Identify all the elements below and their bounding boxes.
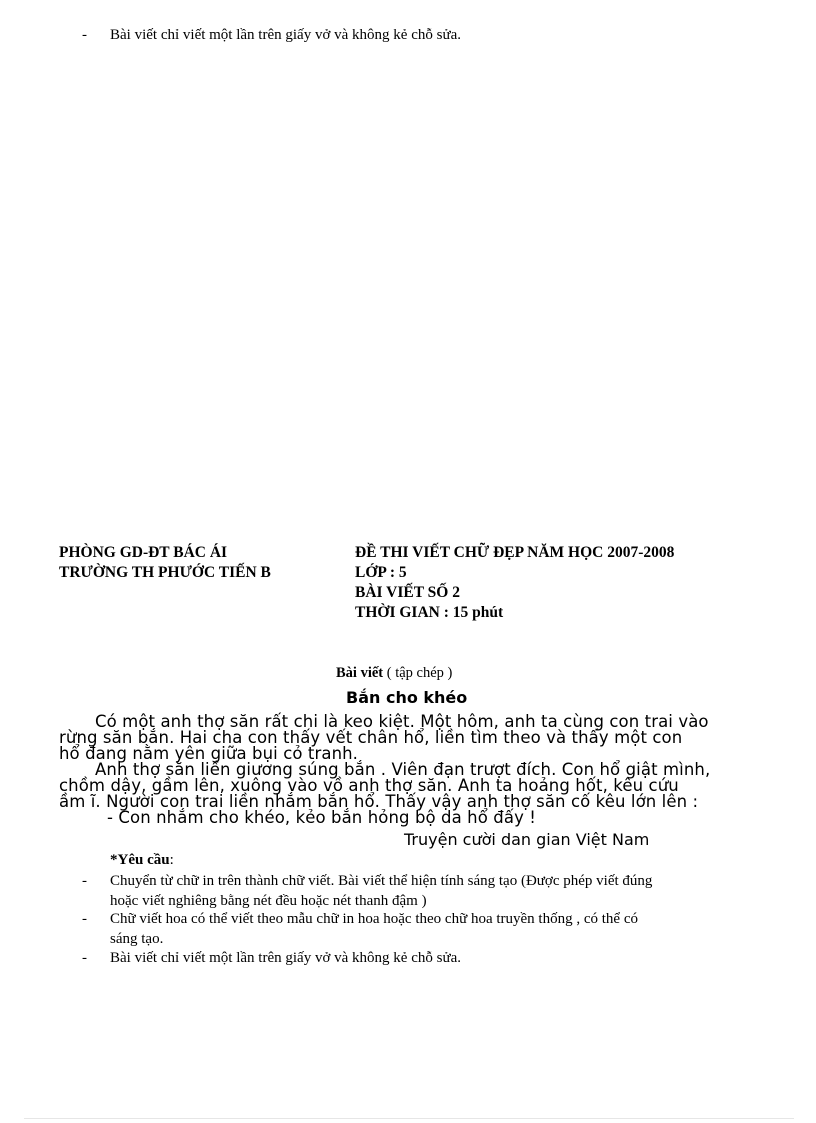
section-label-rest: ( tập chép ) — [383, 665, 453, 681]
story-source: Truyện cười dan gian Việt Nam — [404, 830, 650, 849]
requirement-item — [82, 871, 653, 909]
story-line: Anh thợ săn liền giương súng bắn . Viên đạn trượt đích. Con hổ giật mình, — [95, 760, 711, 779]
story-line: hổ đang nằm yên giữa bụi cỏ tranh. — [59, 744, 359, 763]
top-note — [82, 25, 461, 45]
exam-title: ĐỀ THI VIẾT CHỮ ĐẸP NĂM HỌC 2007-2008 — [355, 544, 675, 561]
requirement-line: Chuyển từ chữ in trên thành chữ viết. Bài viết thể hiện tính sáng tạo (Được phép viết đúng — [110, 873, 653, 889]
grade: LỚP : 5 — [355, 564, 407, 581]
duration: THỜI GIAN : 15 phút — [355, 604, 504, 621]
requirement-text — [110, 871, 760, 911]
requirement-line: Chữ viết hoa có thể viết theo mẫu chữ in hoa hoặc theo chữ hoa truyền thống , có thể có — [110, 911, 638, 927]
page-bottom-divider — [24, 1118, 794, 1119]
requirement-line: hoặc viết nghiêng bằng nét đều hoặc nét thanh đậm ) — [110, 893, 427, 909]
header-right — [355, 543, 674, 623]
story-line: ầm ĩ. Người con trai liền nhắm bắn hổ. Thấy vậy anh thợ săn cố kêu lớn lên : — [59, 792, 699, 811]
school-name: TRƯỜNG TH PHƯỚC TIẾN B — [59, 564, 271, 581]
section-label-bold: Bài viết — [336, 665, 384, 681]
requirements-heading-colon: : — [169, 852, 174, 868]
requirement-dash: - — [82, 911, 87, 927]
story-line: rừng săn bắn. Hai cha con thấy vết chân hổ, liền tìm theo và thấy một con — [59, 728, 683, 747]
header-left — [59, 543, 271, 583]
story-line: chồm dậy, gầm lên, xuông vào vồ anh thợ săn. Anh ta hoảng hốt, kêu cứu — [59, 776, 679, 795]
requirement-item — [82, 909, 638, 947]
requirement-item — [82, 948, 461, 968]
story-body — [59, 714, 759, 826]
story-line: Có một anh thợ săn rất chi là keo kiệt. Một hôm, anh ta cùng con trai vào — [95, 712, 709, 731]
requirements-heading-text: *Yêu cầu — [110, 852, 170, 868]
requirements-heading — [110, 850, 174, 870]
requirement-dash: - — [82, 873, 87, 889]
requirement-text — [110, 948, 760, 968]
story-line: - Con nhắm cho khéo, kẻo bắn hỏng bộ da hổ đấy ! — [107, 808, 536, 827]
story-title: Bắn cho khéo — [346, 688, 468, 707]
top-note-dash: - — [82, 27, 87, 43]
top-note-text: Bài viết chỉ viết một lần trên giấy vở và không kẻ chỗ sửa. — [110, 27, 461, 43]
department-name: PHÒNG GD-ĐT BÁC ÁI — [59, 544, 228, 561]
requirement-line: Bài viết chỉ viết một lần trên giấy vở và không kẻ chỗ sửa. — [110, 950, 461, 966]
requirement-line: sáng tạo. — [110, 931, 164, 947]
assignment-number: BÀI VIẾT SỐ 2 — [355, 584, 460, 601]
requirement-dash: - — [82, 950, 87, 966]
requirement-text — [110, 909, 760, 949]
section-label — [336, 663, 452, 683]
